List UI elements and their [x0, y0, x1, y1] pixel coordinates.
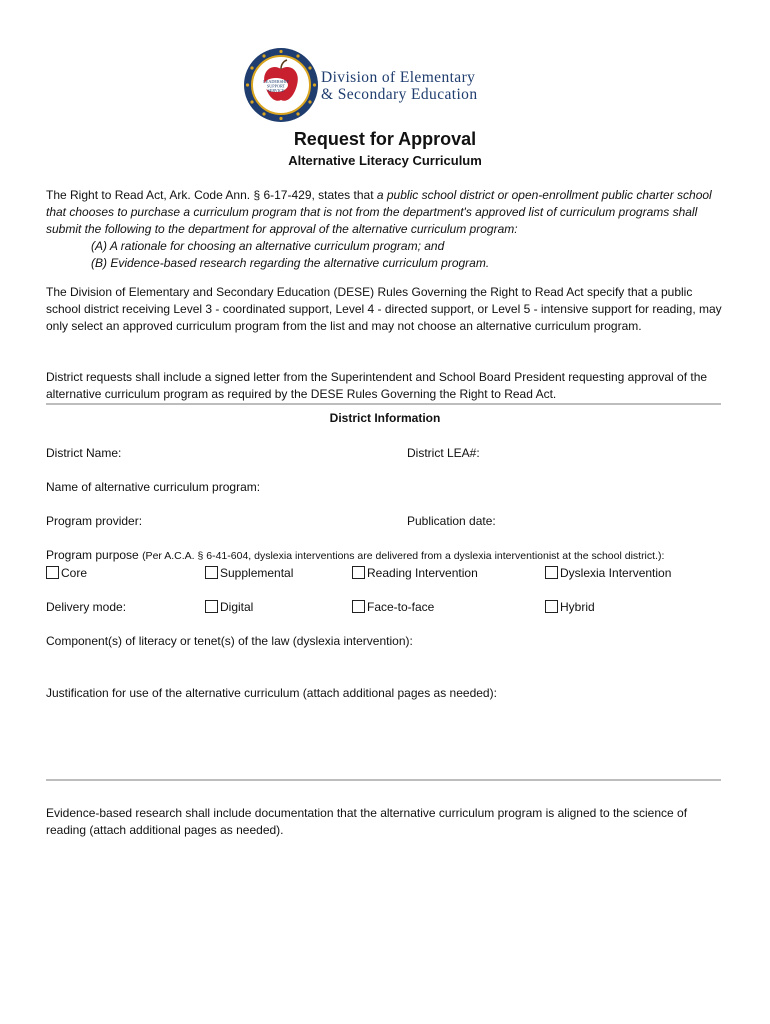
program-purpose-note: (Per A.C.A. § 6-41-604, dyslexia interventions are delivered from a dyslexia interventionist at the school district.): [142, 550, 665, 562]
seal-text-1: LEADERSHIP [263, 79, 289, 84]
program-purpose-label: Program purpose [46, 548, 139, 562]
district-lea-label: District LEA#: [407, 446, 480, 460]
page-title: Request for Approval [293, 129, 477, 149]
checkbox-face-to-face[interactable] [352, 600, 365, 613]
program-provider-label: Program provider: [46, 514, 143, 528]
program-name-label: Name of alternative curriculum program: [46, 480, 261, 494]
purpose-option-dyslexia-intervention[interactable] [545, 566, 671, 580]
components-label: Component(s) of literacy or tenet(s) of the law (dyslexia intervention): [46, 634, 413, 648]
purpose-supplemental-label: Supplemental [220, 566, 294, 580]
org-name-line-2: & Secondary Education [321, 86, 478, 103]
intro-italic: a public school district or open-enrollment public charter school that chooses to purchase a curriculum program that is not from the department's approved list of curriculum programs shall submit the following to the department for approval of the alternative curriculum program: [46, 188, 712, 236]
delivery-option-digital[interactable] [205, 600, 253, 614]
purpose-core-label: Core [61, 566, 88, 580]
seal-text-2: SUPPORT [266, 83, 286, 89]
delivery-option-hybrid[interactable] [545, 600, 595, 614]
purpose-reading-label: Reading Intervention [367, 566, 478, 580]
dese-logo [243, 47, 533, 127]
checkbox-core[interactable] [46, 566, 59, 579]
purpose-option-supplemental[interactable] [205, 566, 293, 580]
purpose-option-core[interactable] [46, 566, 87, 580]
checkbox-digital[interactable] [205, 600, 218, 613]
rules-paragraph: The Division of Elementary and Secondary Education (DESE) Rules Governing the Right to Read Act specify that a public school district receiving Level 3 - coordinated support, Level 4 - directed support, or Level 5 - intensive support for reading, may only select an approved curriculum program from the list and may not choose an alternative curriculum program. [46, 285, 722, 333]
page-subtitle: Alternative Literacy Curriculum [288, 153, 482, 168]
org-name-line-1: Division of Elementary [321, 69, 476, 86]
checkbox-reading-intervention[interactable] [352, 566, 365, 579]
checkbox-supplemental[interactable] [205, 566, 218, 579]
delivery-hybrid-label: Hybrid [560, 600, 595, 614]
section-divider-top [46, 403, 721, 405]
intro-item-b: (B) Evidence-based research regarding the alternative curriculum program. [91, 256, 490, 270]
evidence-paragraph: Evidence-based research shall include documentation that the alternative curriculum program is aligned to the science of reading (attach additional pages as needed). [46, 806, 688, 837]
delivery-face-label: Face-to-face [367, 600, 435, 614]
delivery-option-face-to-face[interactable] [352, 600, 434, 614]
publication-date-label: Publication date: [407, 514, 496, 528]
intro-item-a: (A) A rationale for choosing an alternative curriculum program; and [91, 239, 445, 253]
section-divider-bottom [46, 779, 721, 781]
intro-paragraph [46, 187, 730, 238]
checkbox-dyslexia-intervention[interactable] [545, 566, 558, 579]
purpose-option-reading-intervention[interactable] [352, 566, 478, 580]
requests-paragraph: District requests shall include a signed letter from the Superintendent and School Board President requesting approval of the alternative curriculum program as required by the DESE Rules Governing the Right to Read Act. [46, 370, 708, 401]
seal-emblem [243, 47, 319, 123]
seal-text-3: SERVICE [267, 88, 285, 93]
district-name-label: District Name: [46, 446, 122, 460]
district-info-heading: District Information [329, 411, 441, 425]
program-purpose-row [46, 548, 664, 562]
checkbox-hybrid[interactable] [545, 600, 558, 613]
intro-prefix: The Right to Read Act, Ark. Code Ann. § 6-17-429, states that [46, 188, 377, 202]
delivery-digital-label: Digital [220, 600, 254, 614]
purpose-dyslexia-label: Dyslexia Intervention [560, 566, 672, 580]
delivery-mode-label: Delivery mode: [46, 600, 127, 614]
justification-label: Justification for use of the alternative curriculum (attach additional pages as needed): [46, 686, 497, 700]
